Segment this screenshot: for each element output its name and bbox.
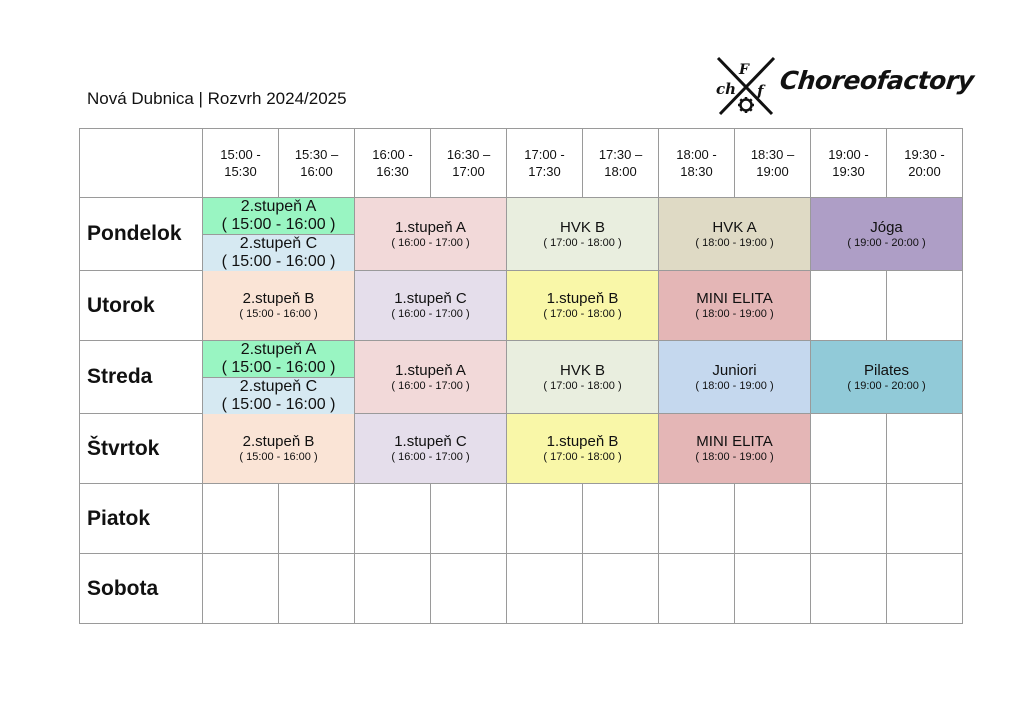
timeslot-label: 15:30 –	[294, 147, 339, 162]
class-name: HVK A	[712, 218, 757, 236]
empty-slot	[659, 554, 735, 624]
timeslot-header	[583, 129, 659, 198]
timeslot-header	[507, 129, 583, 198]
class-time: ( 16:00 - 17:00 )	[391, 236, 470, 249]
timeslot-label: 17:00 -	[524, 147, 565, 162]
corner-cell	[80, 129, 203, 198]
empty-slot	[355, 554, 431, 624]
timeslot-label: 19:30 -	[904, 147, 945, 162]
timeslot-header	[735, 129, 811, 198]
choreofactory-logo	[712, 54, 976, 122]
day-label: Streda	[80, 341, 203, 414]
class-time: ( 16:00 - 17:00 )	[391, 379, 470, 392]
class-block	[507, 414, 659, 484]
timeslot-label: 19:00 -	[828, 147, 869, 162]
class-block	[507, 341, 659, 414]
timeslot-label: 17:30	[528, 164, 561, 179]
class-block	[355, 198, 507, 271]
timeslot-header	[203, 129, 279, 198]
class-time: ( 18:00 - 19:00 )	[695, 236, 774, 249]
timeslot-header	[355, 129, 431, 198]
empty-slot	[279, 484, 355, 554]
class-block	[659, 414, 811, 484]
empty-slot	[431, 484, 507, 554]
class-name: 1.stupeň B	[546, 290, 619, 307]
class-name: HVK B	[559, 361, 605, 379]
timeslot-label: 20:00	[908, 164, 941, 179]
empty-slot	[887, 484, 963, 554]
logo-f-lower-text: f	[757, 82, 764, 100]
class-time: ( 18:00 - 19:00 )	[695, 379, 774, 392]
empty-slot	[887, 554, 963, 624]
timeslot-label: 15:00 -	[220, 147, 261, 162]
empty-slot	[811, 271, 887, 341]
class-name: 1.stupeň C	[394, 433, 467, 450]
logo-monogram-icon	[712, 54, 782, 122]
class-name: 2.stupeň A	[240, 198, 317, 215]
timeslot-label: 17:30 –	[598, 147, 643, 162]
schedule-table	[79, 128, 963, 624]
day-row	[80, 554, 963, 624]
class-name: 1.stupeň A	[395, 218, 466, 236]
day-label: Sobota	[80, 554, 203, 624]
logo-ch-text: ch	[716, 80, 737, 98]
class-name: 2.stupeň C	[239, 235, 318, 252]
class-block	[811, 198, 963, 271]
class-name: Jóga	[870, 218, 903, 236]
timeslot-label: 17:00	[452, 164, 485, 179]
empty-slot	[659, 484, 735, 554]
class-time: ( 17:00 - 18:00 )	[543, 451, 622, 463]
class-time: ( 17:00 - 18:00 )	[543, 236, 622, 249]
class-block-split	[203, 198, 355, 271]
class-time: ( 15:00 - 16:00 )	[239, 451, 318, 463]
class-time: ( 18:00 - 19:00 )	[695, 451, 774, 463]
class-name: 1.stupeň B	[546, 433, 619, 450]
timeslot-label: 19:00	[756, 164, 789, 179]
timeslot-label: 16:00	[300, 164, 333, 179]
class-block-split	[203, 341, 355, 414]
day-label: Pondelok	[80, 198, 203, 271]
logo-gear-icon	[738, 97, 754, 113]
class-name: Juniori	[712, 361, 757, 379]
class-block	[659, 198, 811, 271]
empty-slot	[431, 554, 507, 624]
empty-slot	[735, 554, 811, 624]
class-block	[811, 341, 963, 414]
empty-slot	[887, 414, 963, 484]
class-time: ( 17:00 - 18:00 )	[543, 379, 622, 392]
empty-slot	[507, 554, 583, 624]
class-block	[203, 271, 355, 341]
timeslot-header	[279, 129, 355, 198]
timeslot-header	[811, 129, 887, 198]
class-name: MINI ELITA	[696, 290, 773, 307]
day-label: Štvrtok	[80, 414, 203, 484]
empty-slot	[279, 554, 355, 624]
timeslot-header	[887, 129, 963, 198]
class-block	[507, 198, 659, 271]
class-block	[355, 414, 507, 484]
class-block	[203, 198, 354, 234]
logo-wordmark: Choreofactory	[778, 66, 976, 95]
timeslot-label: 16:30 –	[446, 147, 491, 162]
class-time: ( 18:00 - 19:00 )	[695, 308, 774, 320]
class-block	[203, 377, 354, 414]
class-time: ( 15:00 - 16:00 )	[221, 396, 336, 413]
class-block	[203, 341, 354, 377]
empty-slot	[811, 484, 887, 554]
class-block	[355, 271, 507, 341]
class-time: ( 16:00 - 17:00 )	[391, 451, 470, 463]
class-block	[507, 271, 659, 341]
timeslot-label: 15:30	[224, 164, 257, 179]
timeslot-label: 18:30 –	[750, 147, 795, 162]
class-name: 2.stupeň B	[242, 290, 315, 307]
empty-slot	[811, 554, 887, 624]
timeslot-label: 16:30	[376, 164, 409, 179]
empty-slot	[583, 554, 659, 624]
class-block	[203, 414, 355, 484]
class-time: ( 17:00 - 18:00 )	[543, 308, 622, 320]
empty-slot	[355, 484, 431, 554]
empty-slot	[735, 484, 811, 554]
day-label: Utorok	[80, 271, 203, 341]
day-row	[80, 198, 963, 271]
class-name: 2.stupeň A	[240, 341, 317, 358]
timeslot-label: 19:30	[832, 164, 865, 179]
class-name: 1.stupeň A	[395, 361, 466, 379]
timeslot-label: 18:00 -	[676, 147, 717, 162]
timeslot-label: 18:30	[680, 164, 713, 179]
class-time: ( 15:00 - 16:00 )	[221, 216, 336, 233]
timeslot-header	[431, 129, 507, 198]
class-name: Pilates	[863, 361, 910, 379]
page-title: Nová Dubnica | Rozvrh 2024/2025	[87, 89, 347, 108]
class-block	[355, 341, 507, 414]
timeslot-label: 18:00	[604, 164, 637, 179]
empty-slot	[887, 271, 963, 341]
timeslot-label: 16:00 -	[372, 147, 413, 162]
day-row	[80, 271, 963, 341]
empty-slot	[583, 484, 659, 554]
class-block	[659, 271, 811, 341]
time-header-row	[80, 129, 963, 198]
class-time: ( 15:00 - 16:00 )	[221, 253, 336, 270]
class-name: 2.stupeň B	[242, 433, 315, 450]
logo-f-upper-text: F	[739, 62, 749, 78]
class-time: ( 19:00 - 20:00 )	[847, 379, 926, 392]
empty-slot	[507, 484, 583, 554]
class-time: ( 15:00 - 16:00 )	[239, 308, 318, 320]
empty-slot	[203, 554, 279, 624]
class-time: ( 16:00 - 17:00 )	[391, 308, 470, 320]
class-block	[659, 341, 811, 414]
day-row	[80, 341, 963, 414]
empty-slot	[811, 414, 887, 484]
class-name: 1.stupeň C	[394, 290, 467, 307]
day-label: Piatok	[80, 484, 203, 554]
class-name: MINI ELITA	[696, 433, 773, 450]
day-row	[80, 484, 963, 554]
class-block	[203, 234, 354, 271]
day-row	[80, 414, 963, 484]
timeslot-header	[659, 129, 735, 198]
class-time: ( 19:00 - 20:00 )	[847, 236, 926, 249]
class-time: ( 15:00 - 16:00 )	[221, 359, 336, 376]
class-name: 2.stupeň C	[239, 378, 318, 395]
empty-slot	[203, 484, 279, 554]
class-name: HVK B	[559, 218, 605, 236]
